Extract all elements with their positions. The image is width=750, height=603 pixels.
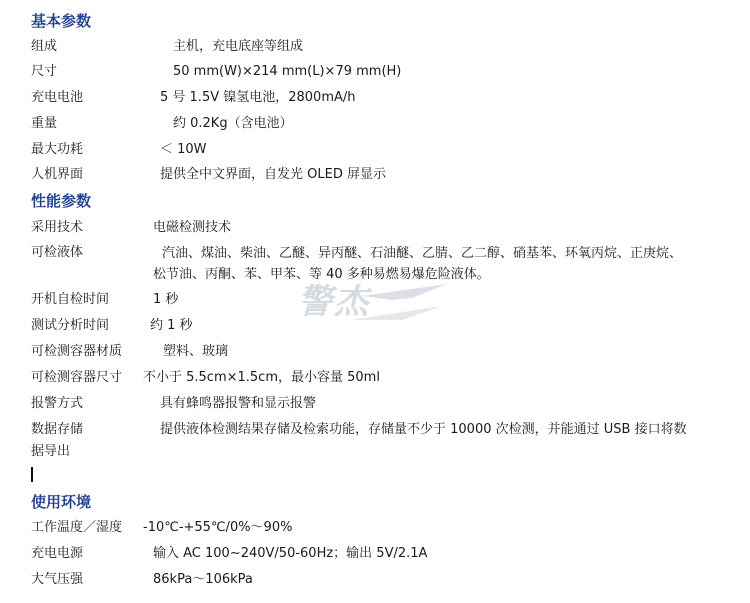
spec-value-liquids-line1: 汽油、煤油、柴油、乙醚、异丙醚、石油醚、乙腈、乙二醇、硝基苯、环氧丙烷、正庚烷、 <box>162 246 683 261</box>
spec-label: 报警方式 <box>31 396 84 411</box>
spec-value: ＜ 10W <box>160 142 207 157</box>
spec-label: 充电电源 <box>31 546 84 561</box>
spec-value: 50 mm(W)×214 mm(L)×79 mm(H) <box>173 64 402 79</box>
spec-value: 塑料、玻璃 <box>163 344 229 359</box>
spec-row-size <box>0 63 750 89</box>
watermark-text: 警杰 <box>298 282 370 322</box>
spec-row-storage <box>0 421 750 447</box>
spec-row-alarm <box>0 395 750 421</box>
spec-row-container <box>0 369 750 395</box>
spec-row-material <box>0 343 750 369</box>
watermark-logo <box>292 276 452 328</box>
spec-label: 组成 <box>31 39 58 54</box>
spec-row-technology <box>0 219 750 245</box>
spec-label: 人机界面 <box>31 167 84 182</box>
spec-row-interface <box>0 166 750 192</box>
section-heading-basic: 基本参数 <box>31 12 92 30</box>
spec-label: 充电电池 <box>31 90 84 105</box>
spec-value: 具有蜂鸣器报警和显示报警 <box>160 396 317 411</box>
spec-value: 86kPa～106kPa <box>153 572 253 587</box>
text-cursor <box>31 467 33 482</box>
section-heading-performance: 性能参数 <box>31 192 92 210</box>
spec-value: 不小于 5.5cm×1.5cm，最小容量 50ml <box>143 370 380 385</box>
spec-label: 重量 <box>31 116 58 131</box>
spec-label: 尺寸 <box>31 64 58 79</box>
spec-label: 采用技术 <box>31 220 84 235</box>
spec-row-pressure <box>0 571 750 597</box>
spec-value: 5 号 1.5V 镍氢电池，2800mA/h <box>160 90 356 105</box>
spec-label: 开机自检时间 <box>31 292 110 307</box>
spec-row-temperature <box>0 519 750 545</box>
spec-label-storage-line2: 据导出 <box>31 444 71 459</box>
spec-value-liquids-line2: 松节油、丙酮、苯、甲苯、等 40 多种易燃易爆危险液体。 <box>153 267 490 282</box>
spec-label: 数据存储 <box>31 422 84 437</box>
spec-row-weight <box>0 115 750 141</box>
spec-label: 可检液体 <box>31 245 84 260</box>
spec-label: 工作温度／湿度 <box>31 520 123 535</box>
spec-label: 可检测容器尺寸 <box>31 370 123 385</box>
spec-label: 最大功耗 <box>31 142 84 157</box>
spec-value: -10℃-+55℃/0%～90% <box>143 520 293 535</box>
spec-row-charger <box>0 545 750 571</box>
spec-value: 主机，充电底座等组成 <box>173 39 304 54</box>
spec-value: 1 秒 <box>153 292 179 307</box>
spec-label: 可检测容器材质 <box>31 344 123 359</box>
spec-label: 测试分析时间 <box>31 318 110 333</box>
spec-value: 输入 AC 100~240V/50-60Hz；输出 5V/2.1A <box>153 546 428 561</box>
spec-row-power <box>0 141 750 167</box>
spec-value: 约 1 秒 <box>150 318 193 333</box>
spec-value: 电磁检测技术 <box>153 220 232 235</box>
section-heading-environment: 使用环境 <box>31 493 92 511</box>
spec-label: 大气压强 <box>31 572 84 587</box>
spec-value: 提供全中文界面，自发光 OLED 屏显示 <box>160 167 386 182</box>
spec-row-battery <box>0 89 750 115</box>
spec-value: 约 0.2Kg（含电池） <box>173 116 293 131</box>
spec-row-composition <box>0 38 750 64</box>
spec-value: 提供液体检测结果存储及检索功能，存储量不少于 10000 次检测，并能通过 USB 接口将数 <box>160 422 687 437</box>
